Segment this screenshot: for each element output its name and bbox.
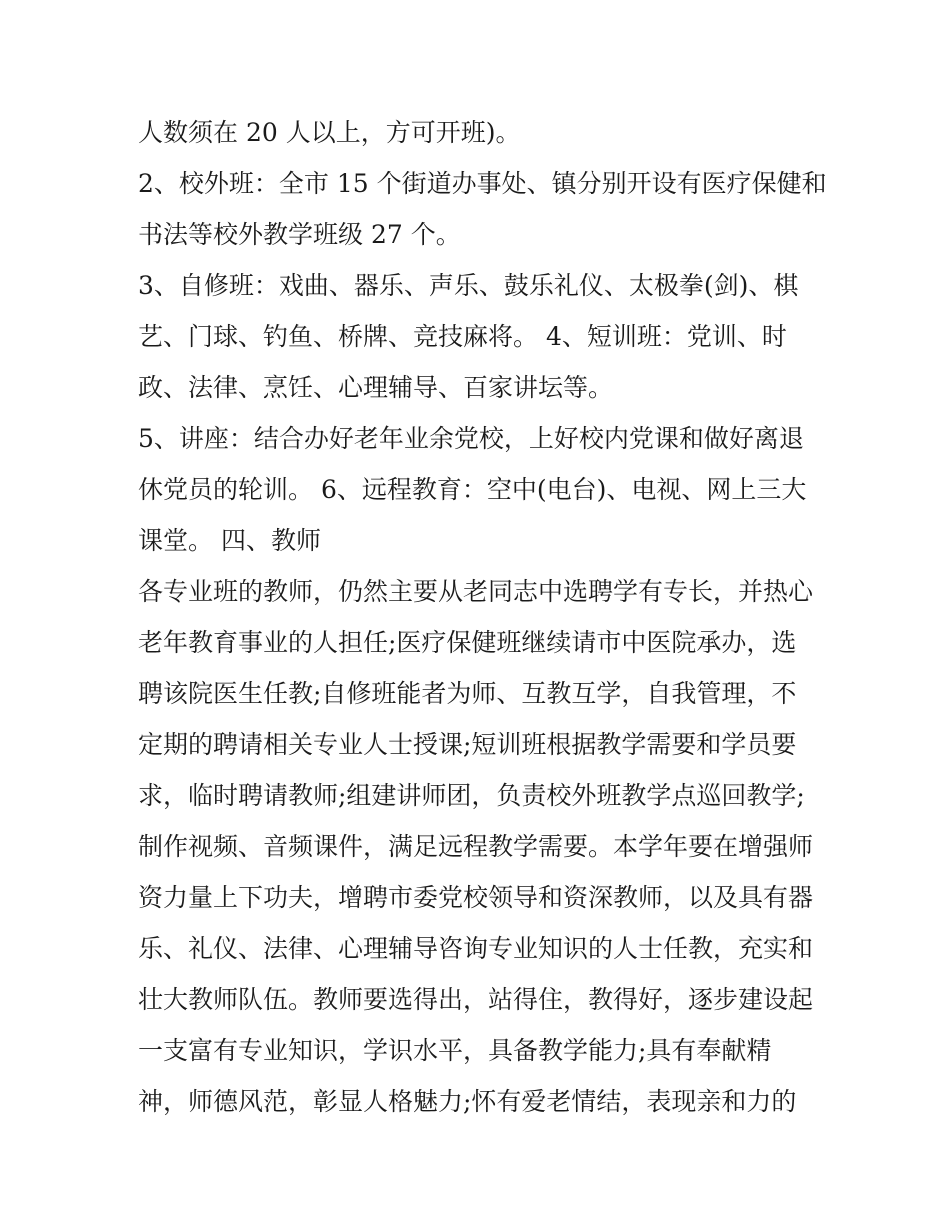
text-line: 壮大教师队伍。教师要选得出，站得住，教得好，逐步建设起 xyxy=(138,985,814,1014)
text-line: 神，师德风范，彰显人格魅力;怀有爱老情结，表现亲和力的 xyxy=(138,1087,797,1116)
text-line: 休党员的轮训。 6、远程教育：空中(电台)、电视、网上三大 xyxy=(138,475,807,504)
text-line: 课堂。 四、教师 xyxy=(138,526,321,555)
text-line: 定期的聘请相关专业人士授课;短训班根据教学需要和学员要 xyxy=(138,730,797,759)
text-line: 书法等校外教学班级 27 个。 xyxy=(138,220,461,249)
text-line: 3、自修班：戏曲、器乐、声乐、鼓乐礼仪、太极拳(剑)、棋 xyxy=(138,271,799,300)
text-line: 资力量上下功夫，增聘市委党校领导和资深教师，以及具有器 xyxy=(138,883,814,912)
body-text xyxy=(138,107,828,1127)
text-line: 5、讲座：结合办好老年业余党校，上好校内党课和做好离退 xyxy=(138,424,804,453)
text-line: 聘该院医生任教;自修班能者为师、互教互学，自我管理，不 xyxy=(138,679,797,708)
text-line: 一支富有专业知识，学识水平，具备教学能力;具有奉献精 xyxy=(138,1036,772,1065)
text-line: 乐、礼仪、法律、心理辅导咨询专业知识的人士任教，充实和 xyxy=(138,934,814,963)
text-line: 人数须在 20 人以上，方可开班)。 xyxy=(138,118,521,147)
text-line: 制作视频、音频课件，满足远程教学需要。本学年要在增强师 xyxy=(138,832,814,861)
text-line: 艺、门球、钓鱼、桥牌、竞技麻将。 4、短训班：党训、时 xyxy=(138,322,787,351)
text-line: 政、法律、烹饪、心理辅导、百家讲坛等。 xyxy=(138,373,614,402)
text-line: 老年教育事业的人担任;医疗保健班继续请市中医院承办，选 xyxy=(138,628,797,657)
text-line: 2、校外班：全市 15 个街道办事处、镇分别开设有医疗保健和 xyxy=(138,169,827,198)
text-line: 各专业班的教师，仍然主要从老同志中选聘学有专长，并热心 xyxy=(138,577,814,606)
text-line: 求，临时聘请教师;组建讲师团，负责校外班教学点巡回教学; xyxy=(138,781,805,810)
